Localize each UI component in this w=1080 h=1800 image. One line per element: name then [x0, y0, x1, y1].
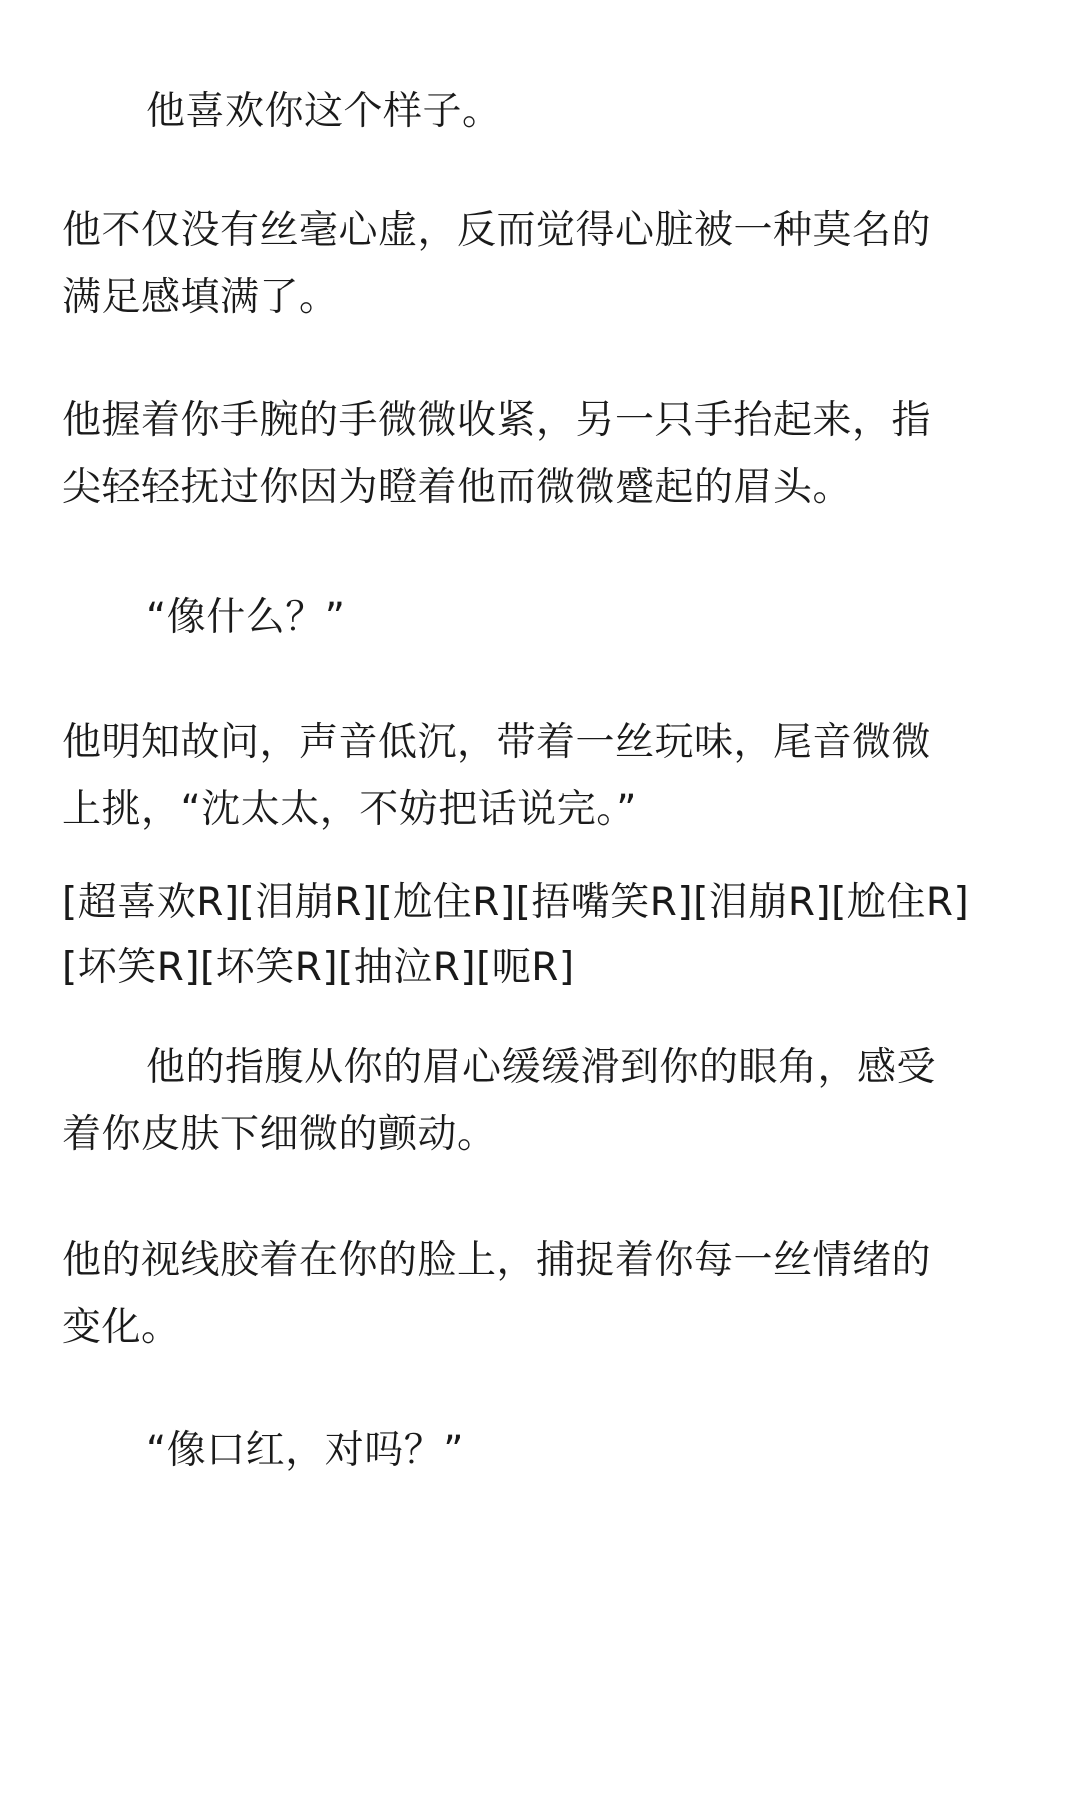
paragraph-3-line-1: 他握着你手腕的手微微收紧，另一只手抬起来，指	[62, 398, 932, 443]
paragraph-2-line-1: 他不仅没有丝毫心虚，反而觉得心脏被一种莫名的	[62, 208, 932, 253]
paragraph-1-line-1: 他喜欢你这个样子。	[146, 89, 502, 134]
paragraph-4-line-1: “像什么？”	[146, 595, 346, 640]
emoji-tags-line-2: [坏笑R][坏笑R][抽泣R][呃R]	[62, 945, 575, 990]
paragraph-5-line-2: 上挑，“沈太太，不妨把话说完。”	[62, 787, 637, 832]
paragraph-2-line-2: 满足感填满了。	[62, 275, 339, 320]
paragraph-7-line-2: 变化。	[62, 1305, 181, 1350]
paragraph-6-line-1: 他的指腹从你的眉心缓缓滑到你的眼角，感受	[146, 1045, 937, 1090]
paragraph-7-line-1: 他的视线胶着在你的脸上，捕捉着你每一丝情绪的	[62, 1238, 932, 1283]
paragraph-3-line-2: 尖轻轻抚过你因为瞪着他而微微蹙起的眉头。	[62, 465, 853, 510]
paragraph-6-line-2: 着你皮肤下细微的颤动。	[62, 1112, 497, 1157]
paragraph-5-line-1: 他明知故问，声音低沉，带着一丝玩味，尾音微微	[62, 720, 932, 765]
paragraph-8-line-1: “像口红，对吗？”	[146, 1428, 464, 1473]
emoji-tags-line-1: [超喜欢R][泪崩R][尬住R][捂嘴笑R][泪崩R][尬住R]	[62, 880, 970, 925]
